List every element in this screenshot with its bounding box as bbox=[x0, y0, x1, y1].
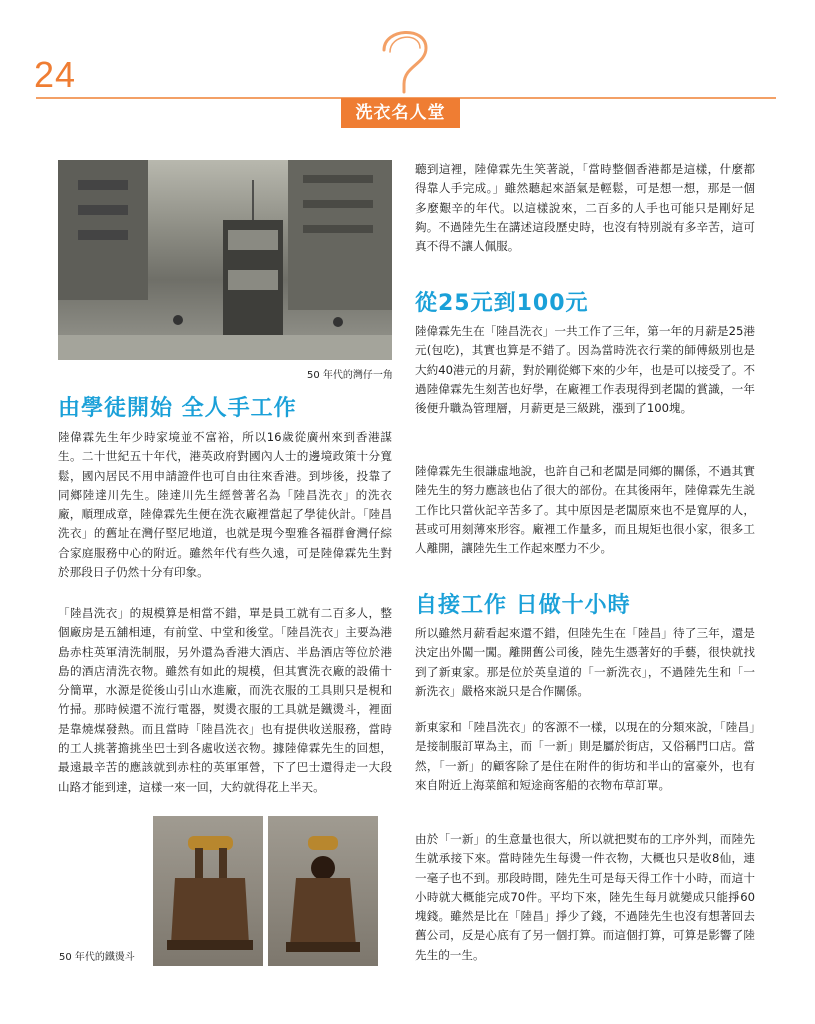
left-column-block-2 bbox=[58, 604, 392, 797]
paragraph: 陸偉霖先生在「陸昌洗衣」一共工作了三年，第一年的月薪是25港元(包吃)，其實也算是不錯了。因為當時洗衣行業的師傅級別也是大約40港元的月薪，對於剛從鄉下來的少年，也是可以接受了。不過陸偉霖先生刻苦也好學，在廠裡工作表現得到老闆的賞識，一年後便升職為管理層，月薪更是三級跳，漲到了100塊。 bbox=[415, 324, 755, 416]
paragraph: 聽到這裡，陸偉霖先生笑著説，「當時整個香港都是這樣，什麼都得靠人手完成。」雖然聽起來語氣是輕鬆，可是想一想，那是一個多麼艱辛的年代。以這樣說來，二百多的人手也可能只是剛好足夠。不過陸先生在講述這段歷史時，也沒有特別説有多辛苦，這可真不得不讓人佩服。 bbox=[415, 162, 755, 254]
paragraph: 陸偉霖先生很謙虛地說，也許自己和老闆是同鄉的關係，不過其實陸先生的努力應該也佔了很大的部份。在其後兩年，陸偉霖先生説工作比只當伙記辛苦多了。其中原因是老闆原來也不是寬厚的人，甚或可用刻薄來形容。廠裡工作量多，而且規矩也很小家，很多工人離開，讓陸先生工作起來壓力不少。 bbox=[415, 464, 755, 556]
right-column-block-2 bbox=[415, 322, 755, 418]
right-column-block-1 bbox=[415, 160, 755, 256]
heading-apprentice: 由學徒開始 全人手工作 bbox=[58, 396, 297, 421]
street-photo-caption: 50 年代的灣仔一角 bbox=[307, 370, 393, 381]
section-tag: 洗衣名人堂 bbox=[341, 98, 460, 128]
heading-own-work: 自接工作 日做十小時 bbox=[415, 593, 631, 618]
iron-photo-front bbox=[268, 816, 378, 966]
street-scene-icon bbox=[58, 160, 392, 360]
street-photo bbox=[58, 160, 392, 360]
paragraph: 「陸昌洗衣」的規模算是相當不錯，單是員工就有二百多人，整個廠房是五舖相連，有前堂、中堂和後堂。「陸昌洗衣」主要為港島赤柱英軍清洗制服，另外還為香港大酒店、半島酒店等位於港島的酒店清洗衣物。雖然有如此的規模，但其實洗衣廠的設備十分簡單，水源是從後山引山水進廠，而洗衣服的工具則只是梘和竹掃。那時候還不流行電器，熨燙衣服的工具就是鐵燙斗，裡面是靠燒煤發熱。而且當時「陸昌洗衣」也有提供收送服務，當時的工人挑著擔挑坐巴士到各處收送衣物。據陸偉霖先生的回想，最遠最辛苦的應該就到赤柱的英軍軍營，下了巴士還得走一大段山路才能到達，這樣一來一回，大約就得花上半天。 bbox=[58, 606, 392, 794]
paragraph: 所以雖然月薪看起來還不錯，但陸先生在「陸昌」待了三年，還是決定出外闖一闖。離開舊公司後，陸先生憑著好的手藝，很快就找到了新東家。那是位於英皇道的「一新洗衣」，不過陸先生和「一新洗衣」嚴格來説只是合作關係。 bbox=[415, 626, 755, 698]
iron-photo-side bbox=[153, 816, 263, 966]
iron-icon bbox=[153, 816, 263, 966]
iron-icon bbox=[268, 816, 378, 966]
right-column-block-5 bbox=[415, 718, 755, 795]
heading-salary: 從25元到100元 bbox=[415, 291, 589, 316]
right-column-block-3 bbox=[415, 462, 755, 558]
page-number: 24 bbox=[34, 54, 77, 95]
paragraph: 陸偉霖先生年少時家境並不富裕，所以16歲從廣州來到香港謀生。二十世紀五十年代，港英政府對國內人士的邊境政策十分寬鬆，國內居民不用申請證件也可自由往來香港。到埗後，投靠了同鄉陸達川先生。陸達川先生經營著名為「陸昌洗衣」的洗衣廠，順理成章，陸偉霖先生便在洗衣廠裡當起了學徒伙計。「陸昌洗衣」的舊址在灣仔堅尼地道，也就是現今聖雅各福群會灣仔綜合家庭服務中心的附近。雖然年代有些久遠，可是陸偉霖先生對於那段日子仍然十分有印象。 bbox=[58, 430, 392, 580]
right-column-block-6 bbox=[415, 830, 755, 965]
paragraph: 由於「一新」的生意量也很大，所以就把熨布的工序外判，而陸先生就承接下來。當時陸先生每燙一件衣物，大概也只是收8仙，連一毫子也不到。那段時間，陸先生可是每天得工作十小時，而這十小時就大概能完成70件。平均下來，陸先生每月就變成只能掙60塊錢。雖然是比在「陸昌」掙少了錢，不過陸先生也沒有想著回去舊公司，反是心底有了另一個打算。而這個打算，可算是影響了陸先生的一生。 bbox=[415, 832, 755, 962]
iron-photo-caption: 50 年代的鐵燙斗 bbox=[59, 952, 135, 963]
paragraph: 新東家和「陸昌洗衣」的客源不一樣，以現在的分類來說，「陸昌」是接制服訂單為主，而「一新」則是屬於街店，又俗稱門口店。當然，「一新」的顧客除了是住在附件的街坊和半山的富豪外，也有來自附近上海菜館和短途商客船的衣物布草訂單。 bbox=[415, 720, 755, 792]
right-column-block-4 bbox=[415, 624, 755, 701]
left-column-block-1 bbox=[58, 428, 392, 582]
